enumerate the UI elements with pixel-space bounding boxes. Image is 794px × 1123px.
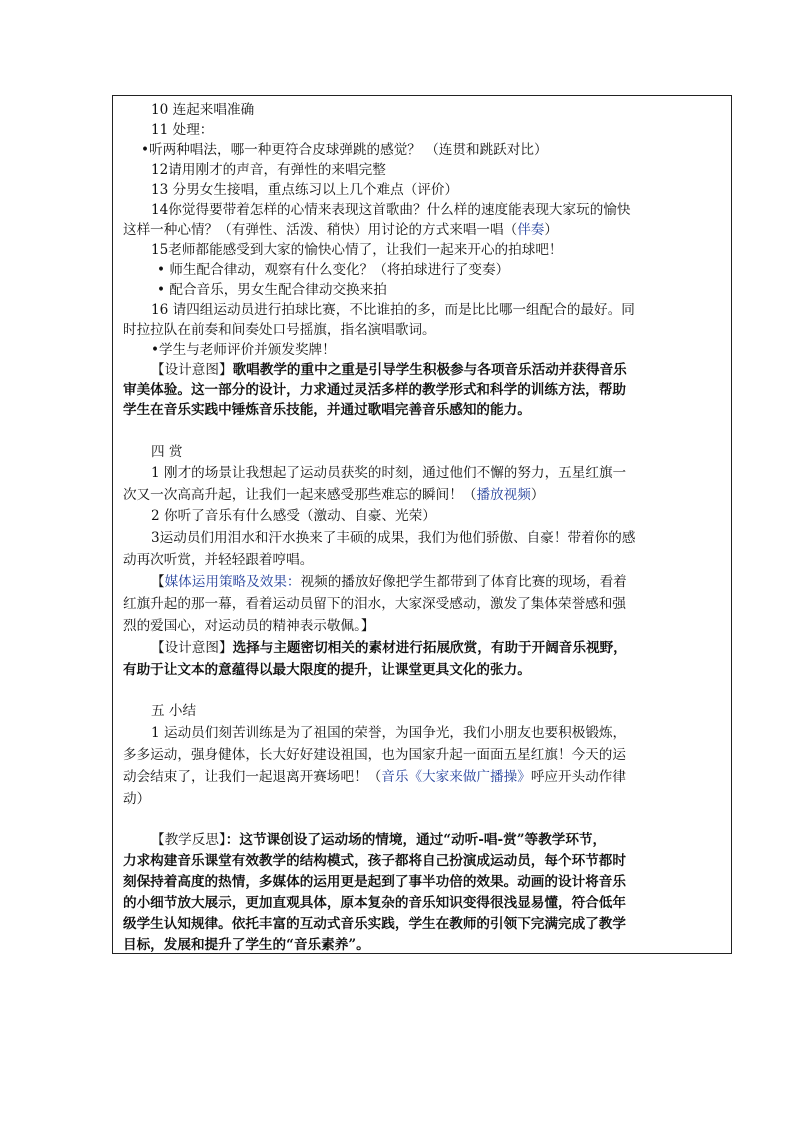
teaching-reflection-cont3: 的小细节放大展示，更加直观具体，原本复杂的音乐知识变得很浅显易懂，符合低年 xyxy=(123,895,626,911)
step-10: 10 连起来唱准确 xyxy=(151,102,255,118)
bullet-music: • 配合音乐，男女生配合律动交换来拍 xyxy=(157,282,387,298)
step-13: 13 分男女生接唱，重点练习以上几个难点（评价） xyxy=(151,182,459,198)
design-intent-2-cont: 有助于让文本的意蕴得以最大限度的提升，让课堂更具文化的张力。 xyxy=(123,662,531,678)
summary-step-1: 1 运动员们刻苦训练是为了祖国的荣誉，为国争光，我们小朋友也要积极锻炼， xyxy=(151,725,627,741)
step-14-cont: 这样一种心情？（有弹性、活泼、稍快）用讨论的方式来唱一唱（伴奏） xyxy=(123,222,558,238)
teaching-reflection: 【教学反思】：这节课创设了运动场的情境，通过“动听-唱-赏”等教学环节， xyxy=(151,832,607,848)
summary-step-1-cont3: 动） xyxy=(123,791,151,807)
summary-step-1-cont2: 动会结束了，让我们一起退离开赛场吧！（音乐《大家来做广播操》呼应开头动作律 xyxy=(123,769,626,785)
media-strategy: 【媒体运用策略及效果：视频的播放好像把学生都带到了体育比赛的现场，看着 xyxy=(151,574,627,590)
play-video-link: 播放视频 xyxy=(476,487,531,503)
section-heading-summary: 五 小结 xyxy=(151,703,197,719)
step-16: 16 请四组运动员进行拍球比赛，不比谁拍的多，而是比比哪一组配合的最好。同 xyxy=(151,302,635,318)
bullet-rhythm: • 师生配合律动，观察有什么变化？（将拍球进行了变奏） xyxy=(157,262,510,278)
step-11: 11 处理： xyxy=(151,122,214,138)
design-intent-1: 【设计意图】歌唱教学的重中之重是引导学生积极参与各项音乐活动并获得音乐 xyxy=(151,362,627,378)
appreciate-step-3-cont: 动再次听赏，并轻轻跟着哼唱。 xyxy=(123,552,314,568)
teaching-reflection-cont5: 目标，发展和提升了学生的“音乐素养”。 xyxy=(123,937,370,953)
media-strategy-cont: 红旗升起的那一幕，看着运动员留下的泪水，大家深受感动，激发了集体荣誉感和强 xyxy=(123,596,626,612)
bullet-medal: •学生与老师评价并颁发奖牌！ xyxy=(151,342,336,358)
teaching-reflection-cont4: 级学生认知规律。依托丰富的互动式音乐实践，学生在教师的引领下完满完成了教学 xyxy=(123,916,626,932)
accompaniment-link: 伴奏 xyxy=(517,222,545,238)
appreciate-step-3: 3运动员们用泪水和汗水换来了丰硕的成果，我们为他们骄傲、自豪！带着你的感 xyxy=(151,530,636,546)
music-broadcast-link: 音乐《大家来做广播操》 xyxy=(381,769,531,785)
appreciate-step-1: 1 刚才的场景让我想起了运动员获奖的时刻，通过他们不懈的努力，五星红旗一 xyxy=(151,465,627,481)
bullet-compare: •听两种唱法，哪一种更符合皮球弹跳的感觉？ （连贯和跳跃对比） xyxy=(141,142,548,158)
step-16-cont: 时拉拉队在前奏和间奏处口号摇旗，指名演唱歌词。 xyxy=(123,322,436,338)
step-15: 15老师都能感受到大家的愉快心情了，让我们一起来开心的拍球吧！ xyxy=(151,242,563,258)
teaching-reflection-cont2: 刻保持着高度的热情，多媒体的运用更是起到了事半功倍的效果。动画的设计将音乐 xyxy=(123,874,626,890)
appreciate-step-1-cont: 次又一次高高升起，让我们一起来感受那些难忘的瞬间！（播放视频） xyxy=(123,487,545,503)
step-12: 12请用刚才的声音，有弹性的来唱完整 xyxy=(151,162,386,178)
design-intent-1-cont2: 学生在音乐实践中锤炼音乐技能，并通过歌唱完善音乐感知的能力。 xyxy=(123,402,531,418)
section-heading-appreciate: 四 赏 xyxy=(151,444,183,460)
step-14: 14你觉得要带着怎样的心情来表现这首歌曲？什么样的速度能表现大家玩的愉快 xyxy=(151,202,631,218)
media-strategy-cont2: 烈的爱国心，对运动员的精神表示敬佩。】 xyxy=(123,618,375,634)
teaching-reflection-cont1: 力求构建音乐课堂有效教学的结构模式，孩子都将自己扮演成运动员，每个环节都时 xyxy=(123,853,626,869)
design-intent-2: 【设计意图】选择与主题密切相关的素材进行拓展欣赏，有助于开阔音乐视野， xyxy=(151,640,627,656)
summary-step-1-cont: 多多运动，强身健体，长大好好建设祖国，也为国家升起一面面五星红旗！今天的运 xyxy=(123,747,626,763)
design-intent-1-cont: 审美体验。这一部分的设计，力求通过灵活多样的教学形式和科学的训练方法，帮助 xyxy=(123,382,626,398)
appreciate-step-2: 2 你听了音乐有什么感受（激动、自豪、光荣） xyxy=(151,508,436,524)
